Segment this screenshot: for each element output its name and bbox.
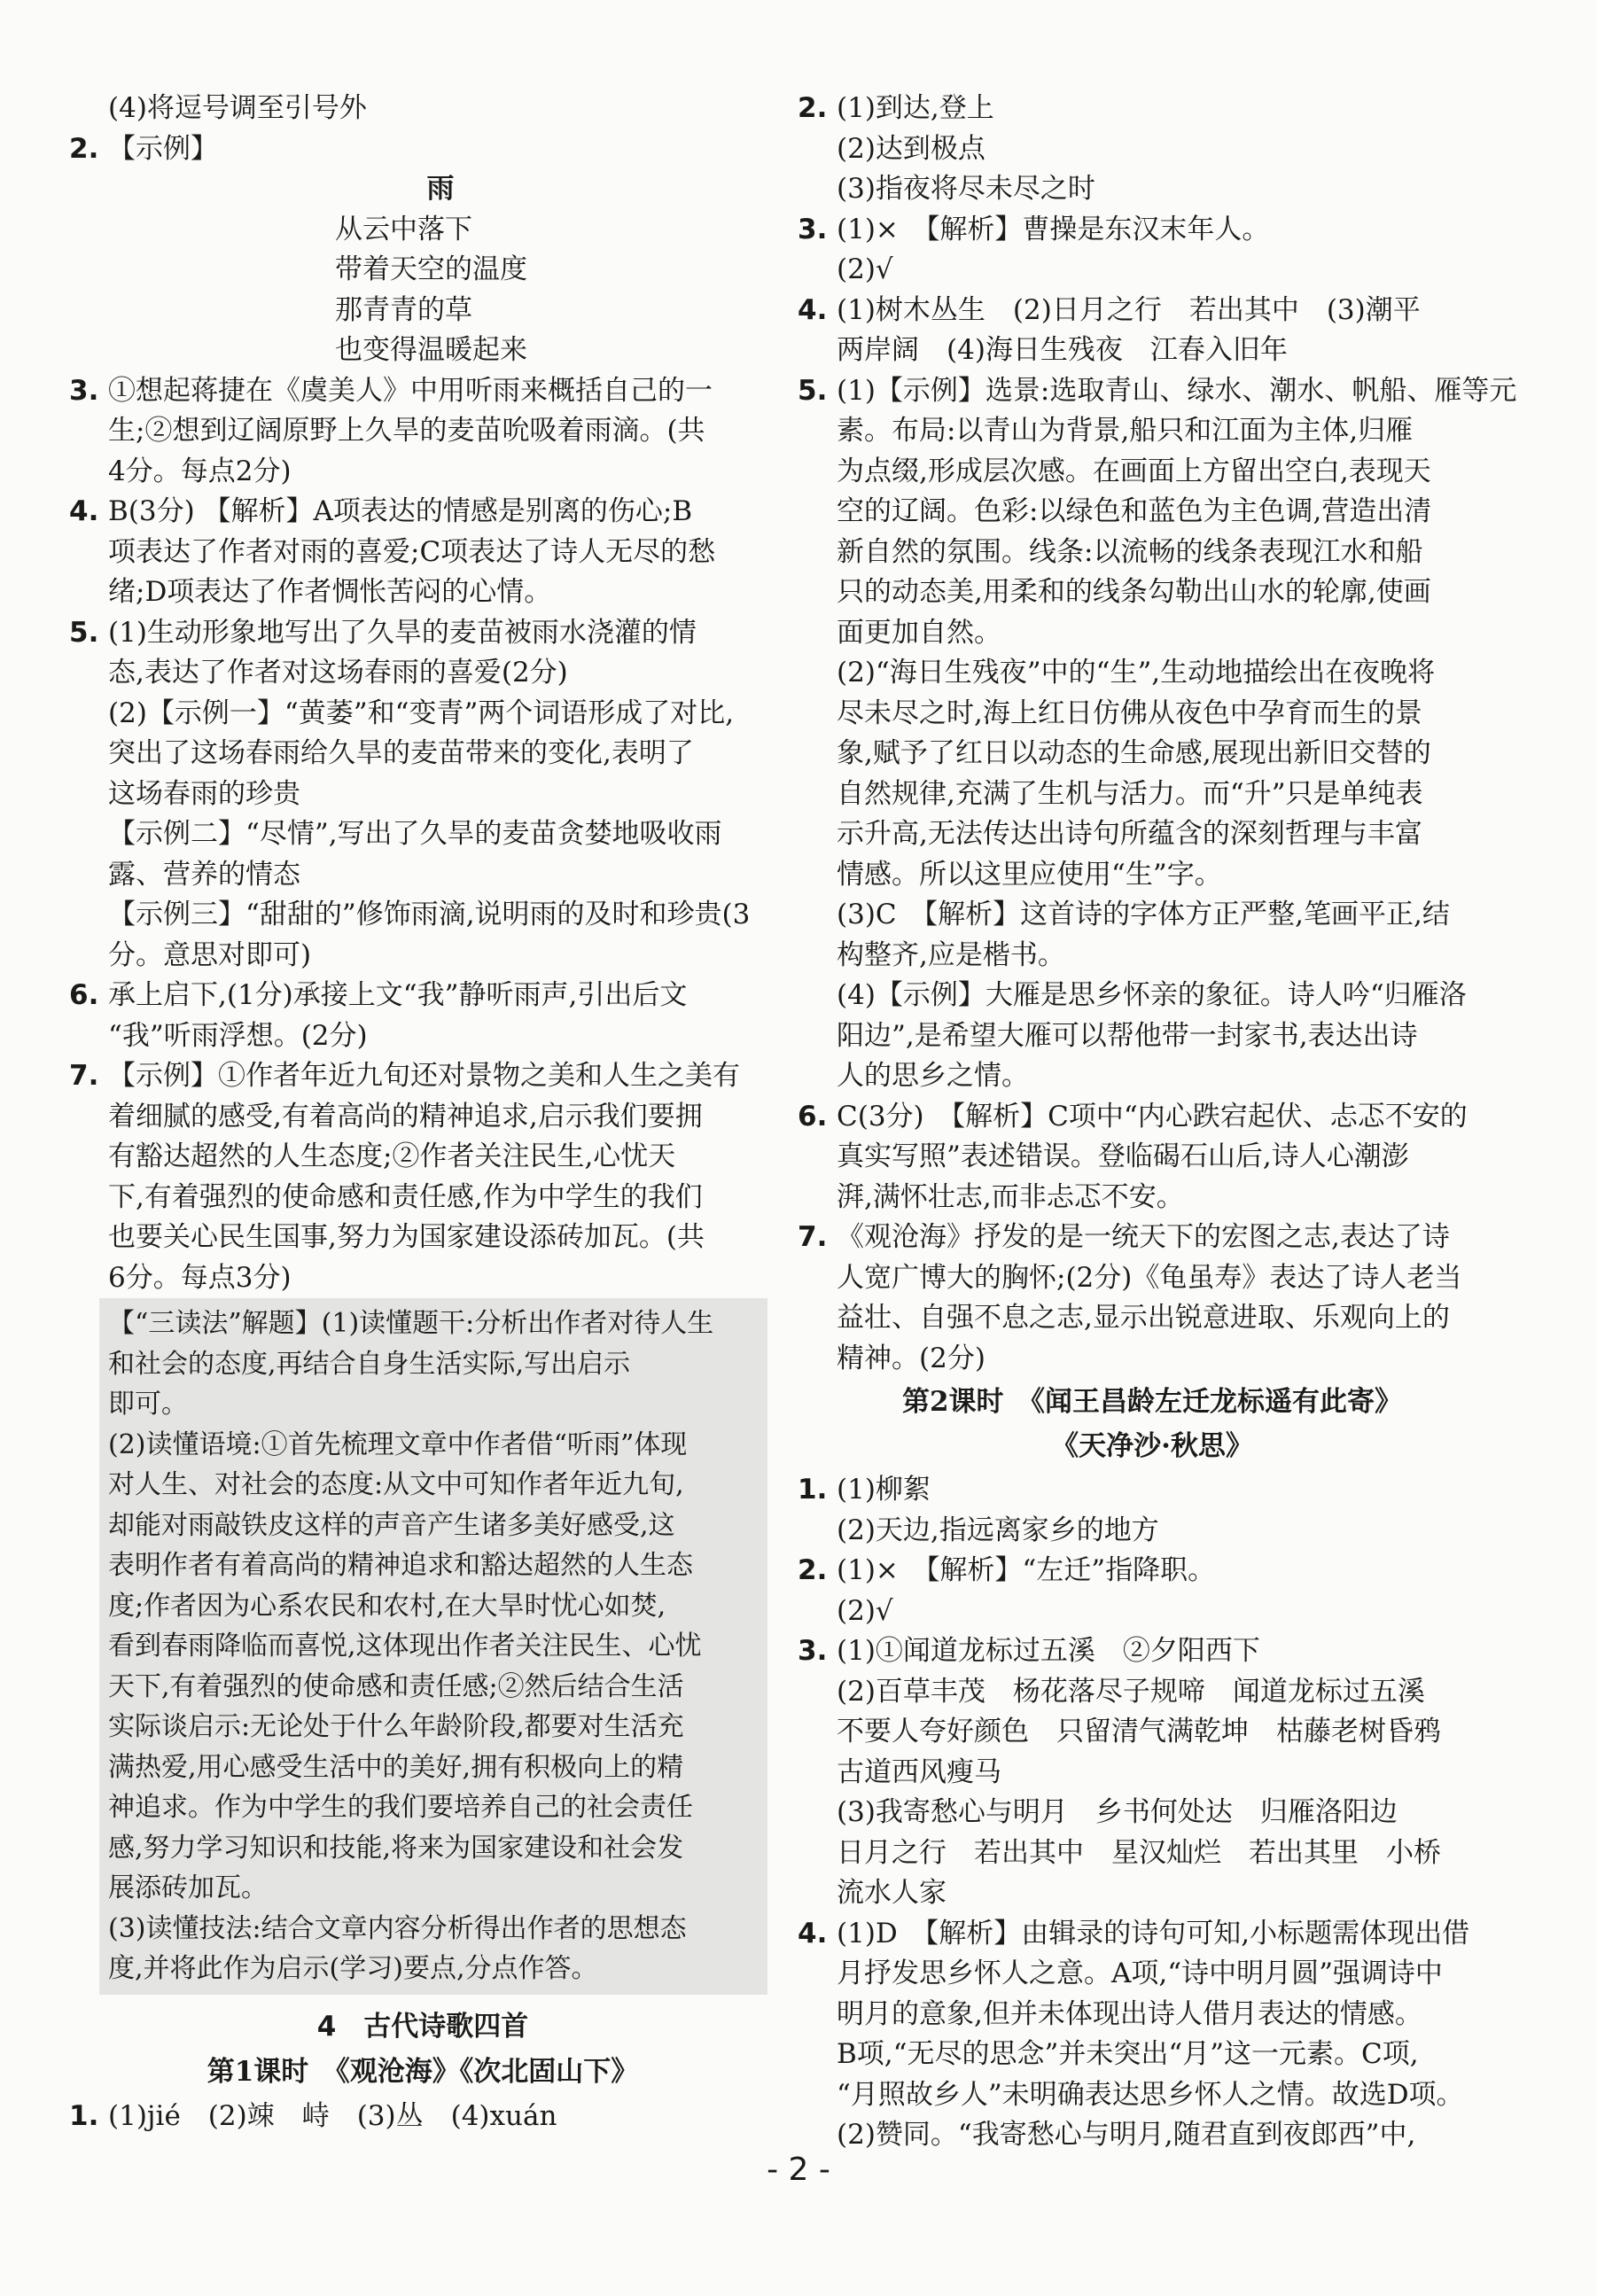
answer-line: 下,有着强烈的使命感和责任感,作为中学生的我们 xyxy=(108,1180,703,1213)
question-7 xyxy=(69,1056,776,1298)
lesson-subtitle: 《天净沙·秋思》 xyxy=(1051,1429,1253,1462)
tip-line: 对人生、对社会的态度:从文中可知作者年近九旬, xyxy=(108,1469,684,1500)
answer-line: 日月之行 若出其中 星汉灿烂 若出其里 小桥 xyxy=(837,1836,1441,1869)
answer-line: B项,“无尽的思念”并未突出“月”这一元素。C项, xyxy=(837,2038,1419,2070)
question-number: 4. xyxy=(798,293,828,326)
answer-line: (2)√ xyxy=(837,253,893,285)
question-2 xyxy=(69,129,776,170)
answer-line: 绪;D项表达了作者惆怅苦闷的心情。 xyxy=(108,576,552,608)
tip-line: 表明作者有着高尚的精神追求和豁达超然的人生态 xyxy=(108,1550,693,1581)
answer-line: (4)【示例】大雁是思乡怀亲的象征。诗人吟“归雁洛 xyxy=(837,979,1467,1011)
answer-line: (1)× 【解析】曹操是东汉末年人。 xyxy=(837,213,1270,245)
answer-line: 分。意思对即可) xyxy=(108,938,312,971)
answer-line: 有豁达超然的人生态度;②作者关注民生,心忧天 xyxy=(108,1140,676,1172)
poem-line: 那青青的草 xyxy=(335,293,472,326)
answer-line: 情感。所以这里应使用“生”字。 xyxy=(837,858,1222,891)
answer-line: (2)【示例一】“黄萎”和“变青”两个词语形成了对比, xyxy=(108,697,735,729)
answer-line: 人宽广博大的胸怀;(2分)《龟虽寿》表达了诗人老当 xyxy=(837,1261,1462,1294)
left-column xyxy=(69,89,776,2136)
question-number: 4. xyxy=(798,1917,828,1950)
tip-line: 却能对雨敲铁皮这样的声音产生诸多美好感受,这 xyxy=(108,1509,675,1541)
question-4 xyxy=(69,492,776,613)
poem-title: 雨 xyxy=(426,173,455,205)
answer-line: 构整齐,应是楷书。 xyxy=(837,938,1065,971)
answer-line: 面更加自然。 xyxy=(837,616,1001,649)
answer-line: (3)指夜将尽未尽之时 xyxy=(837,173,1095,205)
question-number: 3. xyxy=(798,213,828,245)
lesson-title: 第2课时 《闻王昌龄左迁龙标遥有此寄》 xyxy=(901,1386,1403,1418)
answer-line: 精神。(2分) xyxy=(837,1342,985,1374)
tip-line: 和社会的态度,再结合自身生活实际,写出启示 xyxy=(108,1348,631,1380)
question-number: 4. xyxy=(69,495,99,527)
tip-line: 感,努力学习知识和技能,将来为国家建设和社会发 xyxy=(108,1832,684,1864)
answer-line: 《观沧海》抒发的是一统天下的宏图之志,表达了诗 xyxy=(837,1221,1450,1253)
answer-line: (1)生动形象地写出了久旱的麦苗被雨水浇灌的情 xyxy=(108,616,697,649)
question-2 xyxy=(798,1551,1507,1631)
question-number: 3. xyxy=(69,374,99,407)
question-6 xyxy=(69,976,776,1056)
answer-line: (1)D 【解析】由辑录的诗句可知,小标题需体现出借 xyxy=(837,1917,1470,1950)
answer-line: (4)将逗号调至引号外 xyxy=(108,92,367,124)
answer-line: 也要关心民生国事,努力为国家建设添砖加瓦。(共 xyxy=(108,1221,705,1253)
solution-tips-box xyxy=(99,1298,767,1995)
answer-line: (2)达到极点 xyxy=(837,132,985,165)
tip-line: 【“三读法”解题】(1)读懂题干:分析出作者对待人生 xyxy=(108,1308,714,1339)
answer-line: “月照故乡人”未明确表达思乡怀人之情。故选D项。 xyxy=(837,2078,1464,2111)
question-5 xyxy=(69,613,776,977)
answer-line: 阳边”,是希望大雁可以帮他带一封家书,表达出诗 xyxy=(837,1019,1418,1052)
tip-line: 实际谈启示:无论处于什么年龄阶段,都要对生活充 xyxy=(108,1711,684,1742)
right-column xyxy=(798,89,1517,2156)
question-5 xyxy=(798,371,1517,1097)
answer-line: 两岸阔 (4)海日生残夜 江春入旧年 xyxy=(837,334,1288,366)
answer-line: 新自然的氛围。线条:以流畅的线条表现江水和船 xyxy=(837,535,1423,568)
answer-line: (2)赞同。“我寄愁心与明月,随君直到夜郎西”中, xyxy=(837,2119,1416,2151)
poem-line: 从云中落下 xyxy=(335,213,472,245)
question-7 xyxy=(798,1218,1507,1379)
answer-line: (1)× 【解析】“左迁”指降职。 xyxy=(837,1554,1216,1586)
answer-line: (3)我寄愁心与明月 乡书何处达 归雁洛阳边 xyxy=(837,1796,1398,1828)
answer-line: 空的辽阔。色彩:以绿色和蓝色为主色调,营造出清 xyxy=(837,495,1432,527)
tip-line: 满热爱,用心感受生活中的美好,拥有积极向上的精 xyxy=(108,1751,684,1783)
question-number: 7. xyxy=(69,1060,99,1092)
question-number: 5. xyxy=(798,374,828,407)
answer-line: 【示例二】“尽情”,写出了久旱的麦苗贪婪地吸收雨 xyxy=(108,818,722,850)
question-number: 1. xyxy=(798,1474,828,1506)
example-label: 【示例】 xyxy=(108,132,218,165)
answer-line: 真实写照”表述错误。登临碣石山后,诗人心潮澎 xyxy=(837,1140,1409,1172)
section-title: 4 古代诗歌四首 xyxy=(316,2010,529,2043)
question-3 xyxy=(798,1631,1507,1914)
question-4 xyxy=(798,1914,1507,2156)
question-number: 6. xyxy=(798,1100,828,1132)
tip-line: 看到春雨降临而喜悦,这体现出作者关注民生、心忧 xyxy=(108,1631,702,1662)
answer-line: 人的思乡之情。 xyxy=(837,1060,1029,1092)
answer-line: (1)①闻道龙标过五溪 ②夕阳西下 xyxy=(837,1635,1260,1667)
answer-line: (2)√ xyxy=(837,1594,893,1627)
answer-line: 态,表达了作者对这场春雨的喜爱(2分) xyxy=(108,657,568,689)
answer-line: (2)天边,指远离家乡的地方 xyxy=(837,1514,1159,1546)
answer-line: (2)“海日生残夜”中的“生”,生动地描绘出在夜晚将 xyxy=(837,657,1436,689)
lesson-title: 第1课时 《观沧海》《次北固山下》 xyxy=(206,2056,639,2088)
answer-line: 湃,满怀壮志,而非忐忑不安。 xyxy=(837,1180,1184,1213)
answer-line: (1)jié (2)竦 峙 (3)丛 (4)xuán xyxy=(108,2099,557,2132)
answer-line: 流水人家 xyxy=(837,1877,947,1909)
answer-line: ①想起蒋捷在《虞美人》中用听雨来概括自己的一 xyxy=(108,374,713,407)
answer-line: (1)【示例】选景:选取青山、绿水、潮水、帆船、雁等元 xyxy=(837,374,1517,407)
poem-line: 也变得温暖起来 xyxy=(335,334,527,366)
question-4 xyxy=(798,291,1507,371)
answer-line: 素。布局:以青山为背景,船只和江面为主体,归雁 xyxy=(837,415,1414,447)
answer-line: 明月的意象,但并未体现出诗人借月表达的情感。 xyxy=(837,1997,1422,2030)
tip-line: (2)读懂语境:①首先梳理文章中作者借“听雨”体现 xyxy=(108,1428,688,1460)
question-number: 7. xyxy=(798,1221,828,1253)
question-2 xyxy=(798,89,1507,210)
question-3 xyxy=(798,210,1507,291)
answer-line: 生;②想到辽阔原野上久旱的麦苗吮吸着雨滴。(共 xyxy=(108,415,705,447)
tip-line: 度;作者因为心系农民和农村,在大旱时忧心如焚, xyxy=(108,1590,666,1622)
page-number: - 2 - xyxy=(767,2152,830,2188)
answer-line: C(3分) 【解析】C项中“内心跌宕起伏、忐忑不安的 xyxy=(837,1100,1468,1132)
question-number: 5. xyxy=(69,616,99,649)
example-poem xyxy=(69,169,776,371)
question-number: 2. xyxy=(798,92,828,124)
question-3 xyxy=(69,371,776,493)
answer-line: (2)百草丰茂 杨花落尽子规啼 闻道龙标过五溪 xyxy=(837,1675,1425,1708)
answer-line: 为点缀,形成层次感。在画面上方留出空白,表现天 xyxy=(837,455,1431,487)
answer-line: 承上启下,(1分)承接上文“我”静听雨声,引出后文 xyxy=(108,979,688,1011)
question-6 xyxy=(798,1097,1507,1218)
answer-line: 这场春雨的珍贵 xyxy=(108,777,300,810)
question-1 xyxy=(69,2097,776,2137)
answer-line: 【示例】①作者年近九旬还对景物之美和人生之美有 xyxy=(108,1060,740,1092)
answer-line: (1)到达,登上 xyxy=(837,92,994,124)
question-number: 6. xyxy=(69,979,99,1011)
answer-line: 月抒发思乡怀人之意。A项,“诗中明月圆”强调诗中 xyxy=(837,1957,1443,1989)
answer-line: 只的动态美,用柔和的线条勾勒出山水的轮廓,使画 xyxy=(837,576,1431,608)
answer-line: 【示例三】“甜甜的”修饰雨滴,说明雨的及时和珍贵(3 xyxy=(108,899,751,930)
answer-line: “我”听雨浮想。(2分) xyxy=(108,1019,368,1052)
tip-line: 展添砖加瓦。 xyxy=(108,1872,268,1903)
answer-line: 古道西风瘦马 xyxy=(837,1755,1001,1788)
answer-line: 示升高,无法传达出诗句所蕴含的深刻哲理与丰富 xyxy=(837,818,1422,850)
answer-line: 项表达了作者对雨的喜爱;C项表达了诗人无尽的愁 xyxy=(108,535,716,568)
answer-line: 象,赋予了红日以动态的生命感,展现出新旧交替的 xyxy=(837,737,1431,769)
answer-line: 4分。每点2分) xyxy=(108,455,292,487)
tip-line: 神追求。作为中学生的我们要培养自己的社会责任 xyxy=(108,1792,693,1823)
tip-line: 天下,有着强烈的使命感和责任感;②然后结合生活 xyxy=(108,1670,684,1702)
answer-line: (3)C 【解析】这首诗的字体方正严整,笔画平正,结 xyxy=(837,899,1450,930)
answer-line: (1)柳絮 xyxy=(837,1474,931,1506)
answer-line: 突出了这场春雨给久旱的麦苗带来的变化,表明了 xyxy=(108,737,694,769)
poem-line: 带着天空的温度 xyxy=(335,253,527,285)
tip-line: 度,并将此作为启示(学习)要点,分点作答。 xyxy=(108,1953,598,1984)
question-1 xyxy=(798,1470,1507,1551)
question-number: 2. xyxy=(69,132,99,165)
answer-line: 尽未尽之时,海上红日仿佛从夜色中孕育而生的景 xyxy=(837,697,1422,729)
tip-line: (3)读懂技法:结合文章内容分析得出作者的思想态 xyxy=(108,1912,687,1944)
question-number: 3. xyxy=(798,1635,828,1667)
question-number: 1. xyxy=(69,2099,99,2132)
answer-line: 自然规律,充满了生机与活力。而“升”只是单纯表 xyxy=(837,777,1423,810)
answer-line: 露、营养的情态 xyxy=(108,858,300,891)
answer-line: B(3分) 【解析】A项表达的情感是别离的伤心;B xyxy=(108,495,693,527)
answer-line: 益壮、自强不息之志,显示出锐意进取、乐观向上的 xyxy=(837,1302,1450,1334)
answer-line: 不要人夸好颜色 只留清气满乾坤 枯藤老树昏鸦 xyxy=(837,1716,1441,1747)
answer-line: (1)树木丛生 (2)日月之行 若出其中 (3)潮平 xyxy=(837,293,1421,326)
answer-line: 着细腻的感受,有着高尚的精神追求,启示我们要拥 xyxy=(108,1100,703,1132)
answer-line: 6分。每点3分) xyxy=(108,1261,292,1294)
question-number: 2. xyxy=(798,1554,828,1586)
tip-line: 即可。 xyxy=(108,1389,188,1420)
